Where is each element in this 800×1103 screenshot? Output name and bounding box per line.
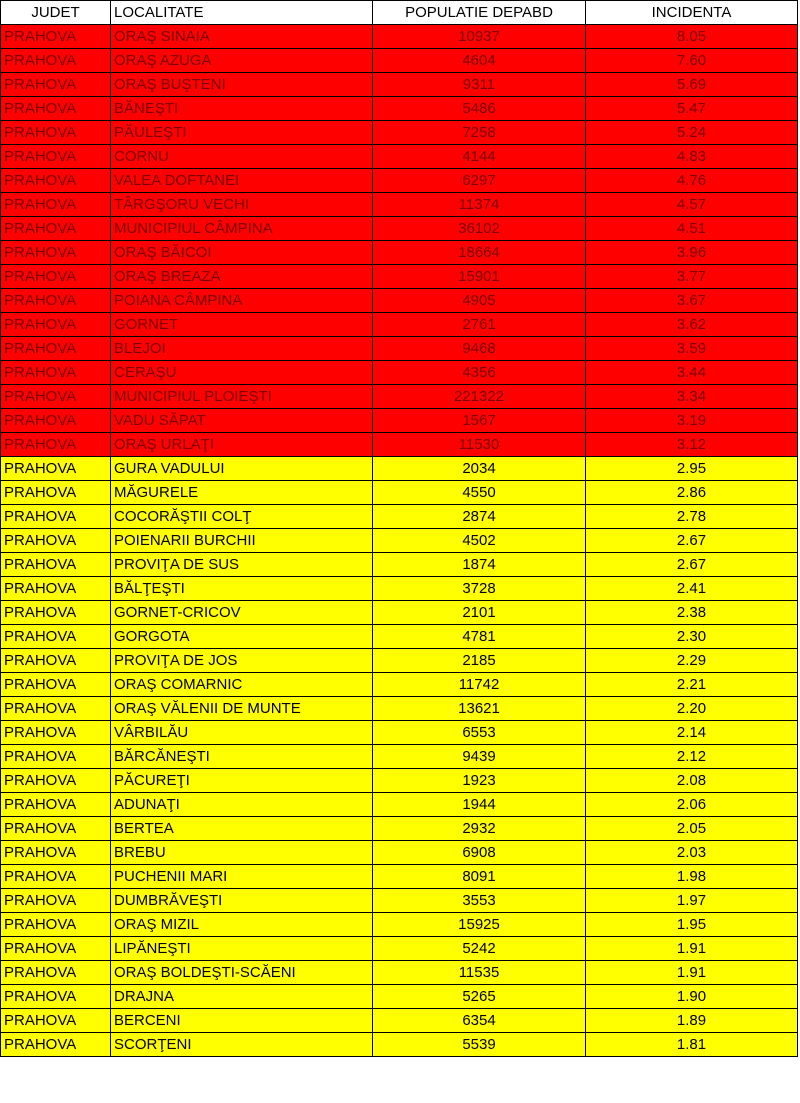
cell-judet: PRAHOVA xyxy=(1,721,111,745)
cell-judet: PRAHOVA xyxy=(1,97,111,121)
cell-populatie: 4502 xyxy=(373,529,586,553)
table-row xyxy=(1,649,798,673)
cell-localitate: MĂGURELE xyxy=(111,481,373,505)
header-incidenta: INCIDENTA xyxy=(586,1,798,25)
cell-judet: PRAHOVA xyxy=(1,553,111,577)
cell-localitate: PROVIŢA DE JOS xyxy=(111,649,373,673)
table-row xyxy=(1,721,798,745)
cell-localitate: ORAŞ BREAZA xyxy=(111,265,373,289)
table-body xyxy=(1,25,798,1057)
table-row xyxy=(1,625,798,649)
cell-populatie: 1567 xyxy=(373,409,586,433)
cell-judet: PRAHOVA xyxy=(1,1009,111,1033)
cell-incidenta: 4.83 xyxy=(586,145,798,169)
header-judet: JUDET xyxy=(1,1,111,25)
cell-populatie: 221322 xyxy=(373,385,586,409)
cell-judet: PRAHOVA xyxy=(1,769,111,793)
table-row xyxy=(1,769,798,793)
cell-incidenta: 2.21 xyxy=(586,673,798,697)
cell-incidenta: 4.57 xyxy=(586,193,798,217)
cell-localitate: GORNET xyxy=(111,313,373,337)
cell-judet: PRAHOVA xyxy=(1,697,111,721)
table-row xyxy=(1,793,798,817)
cell-populatie: 1944 xyxy=(373,793,586,817)
cell-incidenta: 4.76 xyxy=(586,169,798,193)
cell-localitate: BĂRCĂNEŞTI xyxy=(111,745,373,769)
cell-localitate: ORAŞ AZUGA xyxy=(111,49,373,73)
cell-incidenta: 1.81 xyxy=(586,1033,798,1057)
cell-judet: PRAHOVA xyxy=(1,913,111,937)
cell-localitate: SCORŢENI xyxy=(111,1033,373,1057)
cell-incidenta: 2.29 xyxy=(586,649,798,673)
header-populatie: POPULATIE DEPABD xyxy=(373,1,586,25)
table-row xyxy=(1,913,798,937)
cell-populatie: 7258 xyxy=(373,121,586,145)
cell-populatie: 4144 xyxy=(373,145,586,169)
cell-populatie: 5265 xyxy=(373,985,586,1009)
cell-judet: PRAHOVA xyxy=(1,121,111,145)
cell-populatie: 5242 xyxy=(373,937,586,961)
cell-incidenta: 3.77 xyxy=(586,265,798,289)
cell-localitate: LIPĂNEŞTI xyxy=(111,937,373,961)
table-row xyxy=(1,409,798,433)
cell-populatie: 4550 xyxy=(373,481,586,505)
cell-localitate: POIANA CÂMPINA xyxy=(111,289,373,313)
cell-populatie: 11374 xyxy=(373,193,586,217)
cell-judet: PRAHOVA xyxy=(1,673,111,697)
cell-populatie: 5539 xyxy=(373,1033,586,1057)
cell-populatie: 11742 xyxy=(373,673,586,697)
cell-localitate: TÂRGŞORU VECHI xyxy=(111,193,373,217)
table-row xyxy=(1,985,798,1009)
header-localitate: LOCALITATE xyxy=(111,1,373,25)
cell-localitate: ORAŞ COMARNIC xyxy=(111,673,373,697)
cell-judet: PRAHOVA xyxy=(1,481,111,505)
cell-judet: PRAHOVA xyxy=(1,49,111,73)
cell-incidenta: 3.96 xyxy=(586,241,798,265)
cell-incidenta: 2.30 xyxy=(586,625,798,649)
cell-incidenta: 3.67 xyxy=(586,289,798,313)
cell-judet: PRAHOVA xyxy=(1,841,111,865)
table-row xyxy=(1,121,798,145)
table-row xyxy=(1,433,798,457)
cell-judet: PRAHOVA xyxy=(1,985,111,1009)
cell-localitate: ORAŞ BUŞTENI xyxy=(111,73,373,97)
cell-judet: PRAHOVA xyxy=(1,625,111,649)
cell-judet: PRAHOVA xyxy=(1,145,111,169)
cell-judet: PRAHOVA xyxy=(1,601,111,625)
cell-incidenta: 1.98 xyxy=(586,865,798,889)
cell-localitate: PĂCUREŢI xyxy=(111,769,373,793)
cell-localitate: ORAŞ BOLDEŞTI-SCĂENI xyxy=(111,961,373,985)
cell-localitate: PUCHENII MARI xyxy=(111,865,373,889)
cell-incidenta: 5.69 xyxy=(586,73,798,97)
table-row xyxy=(1,817,798,841)
cell-judet: PRAHOVA xyxy=(1,217,111,241)
table-row xyxy=(1,1033,798,1057)
cell-populatie: 4356 xyxy=(373,361,586,385)
cell-populatie: 9468 xyxy=(373,337,586,361)
cell-incidenta: 2.78 xyxy=(586,505,798,529)
cell-incidenta: 2.86 xyxy=(586,481,798,505)
cell-judet: PRAHOVA xyxy=(1,265,111,289)
cell-localitate: PĂULEŞTI xyxy=(111,121,373,145)
cell-localitate: ORAŞ URLAŢI xyxy=(111,433,373,457)
cell-judet: PRAHOVA xyxy=(1,313,111,337)
cell-judet: PRAHOVA xyxy=(1,577,111,601)
cell-populatie: 1874 xyxy=(373,553,586,577)
cell-localitate: DRAJNA xyxy=(111,985,373,1009)
cell-incidenta: 1.91 xyxy=(586,937,798,961)
cell-judet: PRAHOVA xyxy=(1,505,111,529)
table-row xyxy=(1,481,798,505)
table-row xyxy=(1,889,798,913)
cell-judet: PRAHOVA xyxy=(1,289,111,313)
cell-incidenta: 8.05 xyxy=(586,25,798,49)
table-row xyxy=(1,745,798,769)
cell-judet: PRAHOVA xyxy=(1,169,111,193)
table-row xyxy=(1,97,798,121)
cell-populatie: 3553 xyxy=(373,889,586,913)
cell-localitate: DUMBRĂVEŞTI xyxy=(111,889,373,913)
table-row xyxy=(1,553,798,577)
cell-incidenta: 1.90 xyxy=(586,985,798,1009)
cell-incidenta: 2.06 xyxy=(586,793,798,817)
cell-incidenta: 1.91 xyxy=(586,961,798,985)
cell-localitate: GORGOTA xyxy=(111,625,373,649)
cell-judet: PRAHOVA xyxy=(1,193,111,217)
cell-populatie: 6354 xyxy=(373,1009,586,1033)
cell-localitate: POIENARII BURCHII xyxy=(111,529,373,553)
cell-populatie: 2101 xyxy=(373,601,586,625)
table-row xyxy=(1,505,798,529)
table-row xyxy=(1,601,798,625)
cell-judet: PRAHOVA xyxy=(1,457,111,481)
cell-incidenta: 5.24 xyxy=(586,121,798,145)
cell-localitate: VÂRBILĂU xyxy=(111,721,373,745)
cell-populatie: 4781 xyxy=(373,625,586,649)
cell-localitate: BERTEA xyxy=(111,817,373,841)
cell-judet: PRAHOVA xyxy=(1,337,111,361)
cell-incidenta: 2.20 xyxy=(586,697,798,721)
cell-populatie: 11535 xyxy=(373,961,586,985)
cell-incidenta: 3.34 xyxy=(586,385,798,409)
cell-incidenta: 2.95 xyxy=(586,457,798,481)
cell-judet: PRAHOVA xyxy=(1,529,111,553)
cell-localitate: BĂLŢEŞTI xyxy=(111,577,373,601)
table-row xyxy=(1,385,798,409)
cell-populatie: 4604 xyxy=(373,49,586,73)
cell-judet: PRAHOVA xyxy=(1,241,111,265)
cell-populatie: 5486 xyxy=(373,97,586,121)
cell-populatie: 2185 xyxy=(373,649,586,673)
cell-judet: PRAHOVA xyxy=(1,409,111,433)
cell-localitate: PROVIŢA DE SUS xyxy=(111,553,373,577)
cell-judet: PRAHOVA xyxy=(1,865,111,889)
cell-judet: PRAHOVA xyxy=(1,937,111,961)
cell-judet: PRAHOVA xyxy=(1,817,111,841)
cell-populatie: 6553 xyxy=(373,721,586,745)
cell-populatie: 9311 xyxy=(373,73,586,97)
cell-localitate: BREBU xyxy=(111,841,373,865)
cell-localitate: ORAŞ BĂICOI xyxy=(111,241,373,265)
cell-populatie: 9439 xyxy=(373,745,586,769)
cell-populatie: 2874 xyxy=(373,505,586,529)
cell-incidenta: 2.38 xyxy=(586,601,798,625)
table-row xyxy=(1,961,798,985)
cell-populatie: 10937 xyxy=(373,25,586,49)
cell-localitate: GORNET-CRICOV xyxy=(111,601,373,625)
cell-populatie: 2034 xyxy=(373,457,586,481)
cell-populatie: 6908 xyxy=(373,841,586,865)
cell-localitate: BLEJOI xyxy=(111,337,373,361)
table-row xyxy=(1,193,798,217)
cell-incidenta: 1.95 xyxy=(586,913,798,937)
table-row xyxy=(1,145,798,169)
table-row xyxy=(1,25,798,49)
cell-incidenta: 2.12 xyxy=(586,745,798,769)
cell-incidenta: 2.03 xyxy=(586,841,798,865)
cell-populatie: 6297 xyxy=(373,169,586,193)
cell-localitate: BERCENI xyxy=(111,1009,373,1033)
table-row xyxy=(1,841,798,865)
table-row xyxy=(1,49,798,73)
cell-populatie: 1923 xyxy=(373,769,586,793)
cell-judet: PRAHOVA xyxy=(1,385,111,409)
cell-populatie: 4905 xyxy=(373,289,586,313)
cell-populatie: 3728 xyxy=(373,577,586,601)
table-row xyxy=(1,673,798,697)
cell-incidenta: 2.67 xyxy=(586,529,798,553)
cell-localitate: MUNICIPIUL CÂMPINA xyxy=(111,217,373,241)
cell-judet: PRAHOVA xyxy=(1,745,111,769)
cell-populatie: 2761 xyxy=(373,313,586,337)
cell-incidenta: 3.44 xyxy=(586,361,798,385)
cell-localitate: BĂNEŞTI xyxy=(111,97,373,121)
table-row xyxy=(1,217,798,241)
table-row xyxy=(1,289,798,313)
cell-incidenta: 2.05 xyxy=(586,817,798,841)
table-row xyxy=(1,697,798,721)
cell-judet: PRAHOVA xyxy=(1,1033,111,1057)
cell-localitate: ORAŞ SINAIA xyxy=(111,25,373,49)
table-row xyxy=(1,529,798,553)
cell-localitate: CORNU xyxy=(111,145,373,169)
cell-judet: PRAHOVA xyxy=(1,73,111,97)
cell-judet: PRAHOVA xyxy=(1,793,111,817)
cell-incidenta: 2.08 xyxy=(586,769,798,793)
table-row xyxy=(1,577,798,601)
cell-populatie: 13621 xyxy=(373,697,586,721)
table-row xyxy=(1,169,798,193)
cell-localitate: ORAŞ VĂLENII DE MUNTE xyxy=(111,697,373,721)
cell-judet: PRAHOVA xyxy=(1,361,111,385)
cell-incidenta: 2.14 xyxy=(586,721,798,745)
cell-localitate: GURA VADULUI xyxy=(111,457,373,481)
cell-incidenta: 3.59 xyxy=(586,337,798,361)
cell-localitate: ADUNAŢI xyxy=(111,793,373,817)
cell-judet: PRAHOVA xyxy=(1,961,111,985)
header-row xyxy=(1,1,798,25)
cell-populatie: 36102 xyxy=(373,217,586,241)
cell-localitate: CERAŞU xyxy=(111,361,373,385)
cell-populatie: 2932 xyxy=(373,817,586,841)
table-row xyxy=(1,865,798,889)
cell-incidenta: 7.60 xyxy=(586,49,798,73)
cell-incidenta: 2.41 xyxy=(586,577,798,601)
table-row xyxy=(1,241,798,265)
cell-localitate: ORAŞ MIZIL xyxy=(111,913,373,937)
cell-judet: PRAHOVA xyxy=(1,433,111,457)
table-row xyxy=(1,73,798,97)
table-row xyxy=(1,361,798,385)
cell-incidenta: 2.67 xyxy=(586,553,798,577)
cell-incidenta: 3.19 xyxy=(586,409,798,433)
cell-populatie: 8091 xyxy=(373,865,586,889)
cell-incidenta: 4.51 xyxy=(586,217,798,241)
cell-judet: PRAHOVA xyxy=(1,25,111,49)
table-row xyxy=(1,457,798,481)
cell-localitate: MUNICIPIUL PLOIEŞTI xyxy=(111,385,373,409)
cell-incidenta: 1.97 xyxy=(586,889,798,913)
cell-populatie: 15925 xyxy=(373,913,586,937)
cell-judet: PRAHOVA xyxy=(1,889,111,913)
cell-localitate: COCORĂŞTII COLŢ xyxy=(111,505,373,529)
cell-localitate: VADU SĂPAT xyxy=(111,409,373,433)
cell-populatie: 11530 xyxy=(373,433,586,457)
cell-populatie: 15901 xyxy=(373,265,586,289)
table-row xyxy=(1,313,798,337)
cell-incidenta: 1.89 xyxy=(586,1009,798,1033)
cell-populatie: 18664 xyxy=(373,241,586,265)
cell-incidenta: 5.47 xyxy=(586,97,798,121)
cell-incidenta: 3.12 xyxy=(586,433,798,457)
table-row xyxy=(1,937,798,961)
cell-localitate: VALEA DOFTANEI xyxy=(111,169,373,193)
cell-incidenta: 3.62 xyxy=(586,313,798,337)
table-row xyxy=(1,337,798,361)
table-row xyxy=(1,265,798,289)
table-row xyxy=(1,1009,798,1033)
cell-judet: PRAHOVA xyxy=(1,649,111,673)
